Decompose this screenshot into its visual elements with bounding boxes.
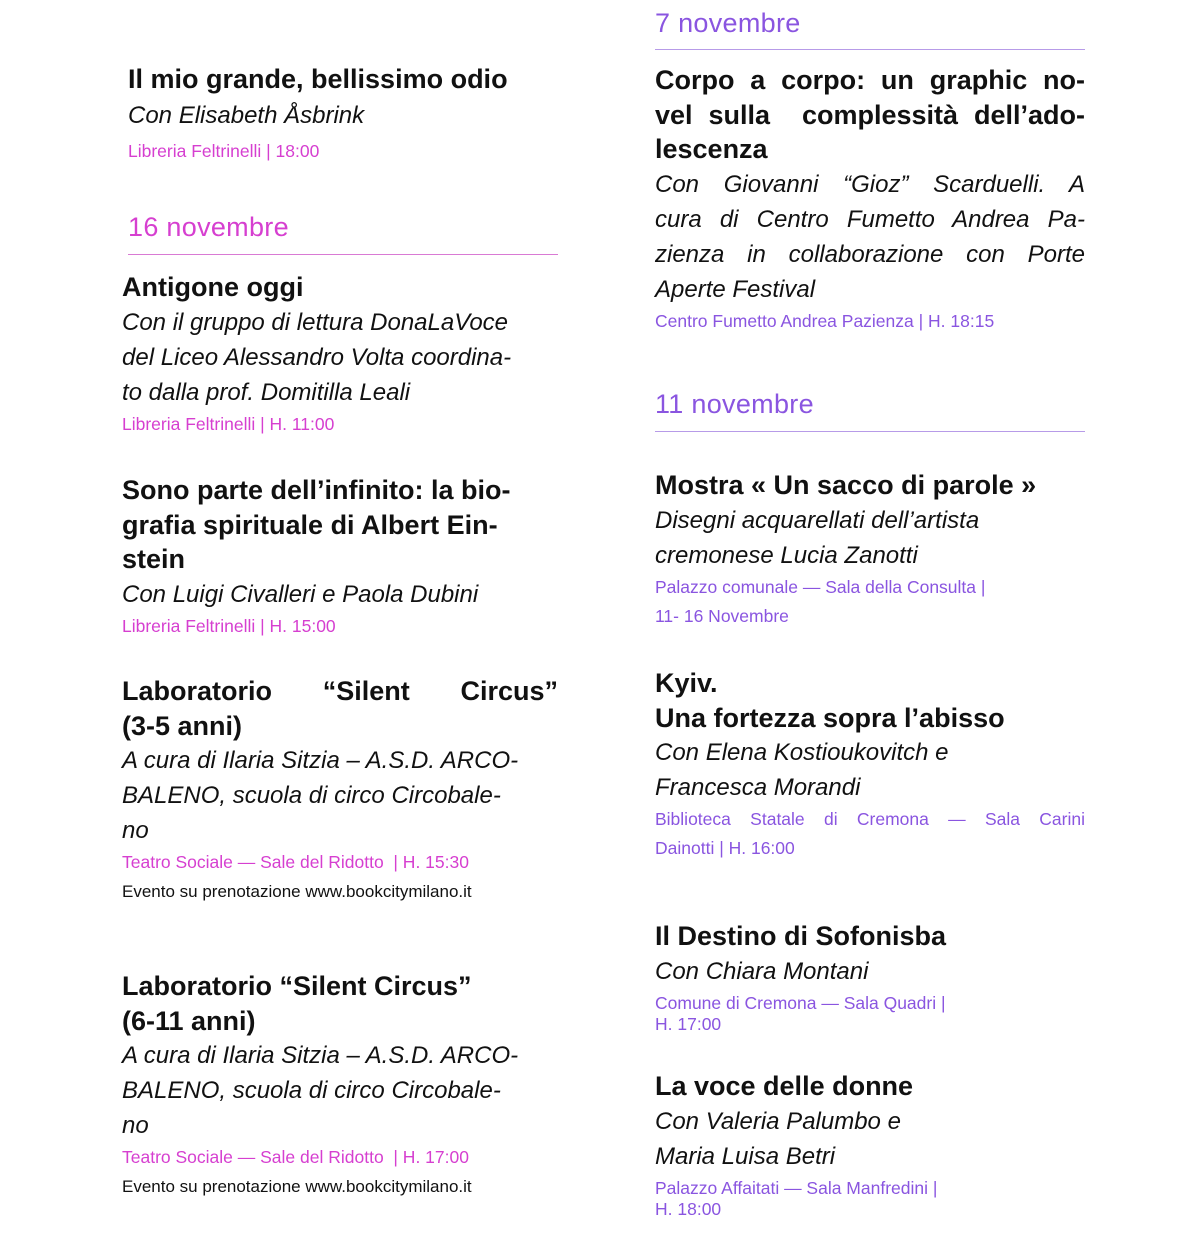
event-il-destino-di-sofonisba bbox=[655, 919, 1085, 1035]
event-title-line: (3-5 anni) bbox=[122, 710, 243, 741]
event-subtitle-line: Francesca Morandi bbox=[655, 774, 861, 801]
event-subtitle-line: cura di Centro Fumetto Andrea Pa- bbox=[655, 205, 1085, 233]
event-subtitle-line: Con il gruppo di lettura DonaLaVoce bbox=[122, 308, 509, 336]
event-subtitle-line: A cura di Ilaria Sitzia – A.S.D. ARCO- bbox=[122, 747, 519, 774]
date-heading-7-novembre: 7 novembre bbox=[655, 8, 801, 38]
event-laboratorio-silent-circus-6-11 bbox=[122, 969, 558, 1201]
event-title: Il mio grande, bellissimo odio bbox=[128, 64, 508, 94]
event-title-line: Una fortezza sopra l’abisso bbox=[655, 702, 1005, 733]
date-divider bbox=[655, 431, 1085, 432]
event-corpo-a-corpo bbox=[655, 63, 1085, 336]
event-subtitle-line: Con Giovanni “Gioz” Scarduelli. A bbox=[655, 170, 1085, 198]
event-title-line: Kyiv. bbox=[655, 668, 718, 698]
event-subtitle-line: Maria Luisa Betri bbox=[655, 1142, 836, 1170]
event-subtitle-line: to dalla prof. Domitilla Leali bbox=[122, 378, 411, 406]
event-title: Antigone oggi bbox=[122, 272, 304, 302]
event-place-line: Comune di Cremona — Sala Quadri | bbox=[655, 992, 946, 1013]
event-place: Libreria Feltrinelli | H. 11:00 bbox=[122, 413, 335, 434]
event-subtitle-line: zienza in collaborazione con Porte bbox=[655, 240, 1085, 268]
event-title-line: Laboratorio “Silent Circus” bbox=[122, 676, 558, 706]
event-place-line: Dainotti | H. 16:00 bbox=[655, 838, 795, 858]
event-title-line: stein bbox=[122, 544, 186, 574]
event-subtitle-line: no bbox=[122, 817, 149, 844]
event-subtitle-line: Con Luigi Civalleri e Paola Dubini bbox=[122, 580, 479, 608]
event-subtitle-line: del Liceo Alessandro Volta coordina- bbox=[122, 343, 512, 371]
event-title-line: Sono parte dell’infinito: la bio- bbox=[122, 475, 511, 505]
event-laboratorio-silent-circus-3-5 bbox=[122, 674, 558, 906]
event-title-line: vel sulla complessità dell’ado- bbox=[655, 99, 1085, 130]
event-place-line: Palazzo Affaitati — Sala Manfredini | bbox=[655, 1177, 938, 1198]
event-place: Libreria Feltrinelli | H. 15:00 bbox=[122, 615, 336, 636]
event-title-line: La voce delle donne bbox=[655, 1071, 914, 1101]
event-place-line: H. 18:00 bbox=[655, 1198, 722, 1219]
event-la-voce-delle-donne bbox=[655, 1069, 1085, 1220]
event-kyiv bbox=[655, 666, 1085, 863]
event-subtitle-line: cremonese Lucia Zanotti bbox=[655, 541, 918, 569]
event-title-line: Laboratorio “Silent Circus” bbox=[122, 971, 472, 1001]
event-subtitle: Con Elisabeth Åsbrink bbox=[128, 101, 365, 129]
event-title-line: (6-11 anni) bbox=[122, 1005, 256, 1036]
event-antigone-oggi bbox=[122, 270, 558, 439]
date-divider bbox=[655, 49, 1085, 50]
event-subtitle-line: Aperte Festival bbox=[655, 275, 816, 303]
event-mostra-un-sacco-di-parole bbox=[655, 468, 1085, 631]
event-subtitle-line: no bbox=[122, 1112, 149, 1139]
event-place: Teatro Sociale — Sale del Ridotto | H. 15:30 bbox=[122, 852, 469, 872]
event-sono-parte-dell-infinito bbox=[122, 473, 558, 641]
event-booking-note: Evento su prenotazione www.bookcitymilano.it bbox=[122, 882, 472, 901]
event-title-line: grafia spirituale di Albert Ein- bbox=[122, 509, 498, 540]
event-title-line: Mostra « Un sacco di parole » bbox=[655, 470, 1037, 500]
event-place-line: 11- 16 Novembre bbox=[655, 605, 789, 626]
event-title-line: Il Destino di Sofonisba bbox=[655, 921, 947, 951]
event-place: Libreria Feltrinelli | 18:00 bbox=[128, 140, 320, 161]
event-subtitle-line: Con Chiara Montani bbox=[655, 957, 869, 985]
event-place-line: Biblioteca Statale di Cremona — Sala Carini bbox=[655, 809, 1085, 829]
date-divider bbox=[128, 254, 558, 255]
event-place-line: Palazzo comunale — Sala della Consulta | bbox=[655, 576, 986, 597]
event-title-line: lescenza bbox=[655, 134, 768, 164]
event-place: Centro Fumetto Andrea Pazienza | H. 18:15 bbox=[655, 310, 995, 331]
event-booking-note: Evento su prenotazione www.bookcitymilano.it bbox=[122, 1177, 472, 1196]
event-subtitle-line: A cura di Ilaria Sitzia – A.S.D. ARCO- bbox=[122, 1042, 519, 1069]
event-place: Teatro Sociale — Sale del Ridotto | H. 17:00 bbox=[122, 1147, 469, 1167]
event-subtitle-line: BALENO, scuola di circo Circobale- bbox=[122, 782, 501, 809]
event-place-line: H. 17:00 bbox=[655, 1013, 722, 1034]
event-subtitle-line: Con Valeria Palumbo e bbox=[655, 1107, 901, 1135]
date-heading-11-novembre: 11 novembre bbox=[655, 389, 814, 419]
event-subtitle-line: BALENO, scuola di circo Circobale- bbox=[122, 1077, 501, 1104]
event-il-mio-grande bbox=[128, 62, 558, 166]
event-subtitle-line: Con Elena Kostioukovitch e bbox=[655, 739, 949, 766]
event-title-line: Corpo a corpo: un graphic no- bbox=[655, 65, 1085, 95]
event-subtitle-line: Disegni acquarellati dell’artista bbox=[655, 506, 980, 534]
date-heading-16-novembre: 16 novembre bbox=[128, 212, 289, 242]
